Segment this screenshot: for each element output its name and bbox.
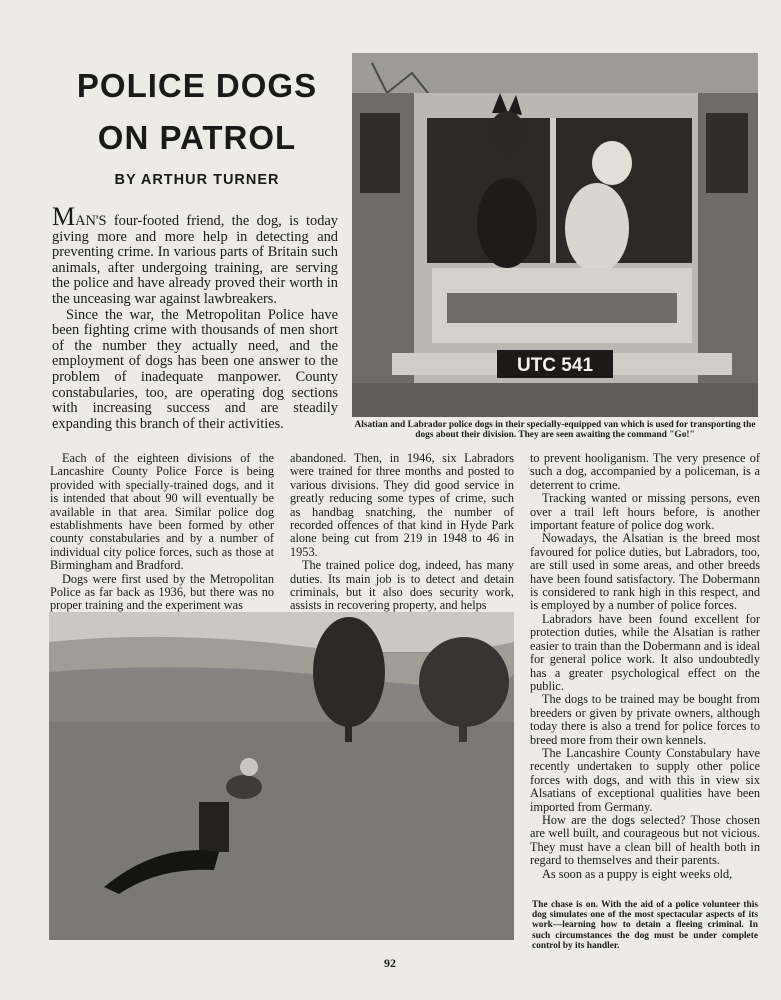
- column-2: [290, 452, 514, 613]
- van-photo-caption: Alsatian and Labrador police dogs in their specially-equipped van which is used for transporting the dogs about their division. They are seen awaiting the command "Go!": [354, 420, 756, 441]
- field-photo-caption: The chase is on. With the aid of a police volunteer this dog simulates one of the most spectacular aspects of its work—learning how to detain a fleeing criminal. In such circumstances the dog must be under complete control by its handler.: [532, 900, 758, 951]
- intro-paragraph-1: MAN'S four-footed friend, the dog, is today giving more and more help in detecting and preventing crime. In various parts of Britain such animals, after undergoing training, are serving the police and have already proved their worth in the unceasing war against lawbreakers.: [52, 202, 338, 307]
- license-plate-text: UTC 541: [516, 355, 594, 376]
- column-1: [50, 452, 274, 613]
- column-3-paragraph-7: How are the dogs selected? Those chosen are well built, and courageous but not vicious. They must have a clean bill of health both in regard to themselves and their parents.: [530, 812, 760, 868]
- column-1-paragraph-1: Each of the eighteen divisions of the Lancashire County Police Force is being provided with specially-trained dogs, and it is intended that about 90 will eventually be available in that area. Similar police dog establishments have been formed by other county constabularies and by a number of individual city police forces, such as those at Birmingham and Bradford.: [50, 451, 274, 573]
- column-2-paragraph-1: abandoned. Then, in 1946, six Labradors were trained for three months and posted to various divisions. They did good service in greatly reducing some types of crime, such as handbag snatching, the number of recorded offences of that kind in Hyde Park alone being cut from 219 in 1948 to 46 in 1953.: [290, 451, 514, 559]
- column-3-paragraph-6: The Lancashire County Constabulary have recently undertaken to supply other police forces with dogs, and with this in view six Alsatians of exceptional qualities have been imported from Germany.: [530, 745, 760, 814]
- column-3-paragraph-4: Labradors have been found excellent for protection duties, while the Alsatian is rather easier to train than the Dobermann and is ideal for general police work. It also undoubtedly has a greater psychological effect on the public.: [530, 611, 760, 693]
- intro-paragraph-2: Since the war, the Metropolitan Police have been fighting crime with thousands of men short of the number they actually need, and the employment of dogs has been one answer to the problem of inadequate manpower. County constabularies, too, are operating dog sections with increasing success and are steadily expanding this branch of their activities.: [52, 306, 338, 432]
- column-3-paragraph-1: to prevent hooliganism. The very presence of such a dog, accompanied by a policeman, is a deterrent to crime.: [530, 451, 760, 492]
- column-2-paragraph-2: The trained police dog, indeed, has many duties. Its main job is to detect and detain criminals, but it also does security work, assists in recovering property, and helps: [290, 558, 514, 613]
- byline: BY ARTHUR TURNER: [114, 172, 280, 188]
- article-title: [52, 60, 342, 164]
- column-3: [530, 452, 760, 881]
- intro-text: [52, 202, 338, 432]
- field-photo: [49, 612, 514, 940]
- drop-cap: M: [52, 202, 76, 231]
- column-3-paragraph-5: The dogs to be trained may be bought from breeders or given by private owners, although today there is also a trend for police forces to breed more from their own kennels.: [530, 692, 760, 747]
- title-line-2: ON PATROL: [97, 119, 297, 156]
- column-1-paragraph-2: Dogs were first used by the Metropolitan Police as far back as 1936, but there was no proper training and the experiment was: [50, 571, 274, 613]
- van-photo: [352, 53, 758, 417]
- column-3-paragraph-3: Nowadays, the Alsatian is the breed most favoured for police duties, but Labradors, too, are still used in some areas, and other breeds have been found satisfactory. The Dobermann is considered to rank high in this respect, and is employed by a number of police forces.: [530, 531, 760, 613]
- column-3-paragraph-8: As soon as a puppy is eight weeks old,: [542, 866, 733, 881]
- column-3-paragraph-2: Tracking wanted or missing persons, even over a trail left hours before, is another important feature of police dog work.: [530, 491, 760, 533]
- title-line-1: POLICE DOGS: [76, 67, 318, 104]
- page-number: 92: [384, 956, 396, 970]
